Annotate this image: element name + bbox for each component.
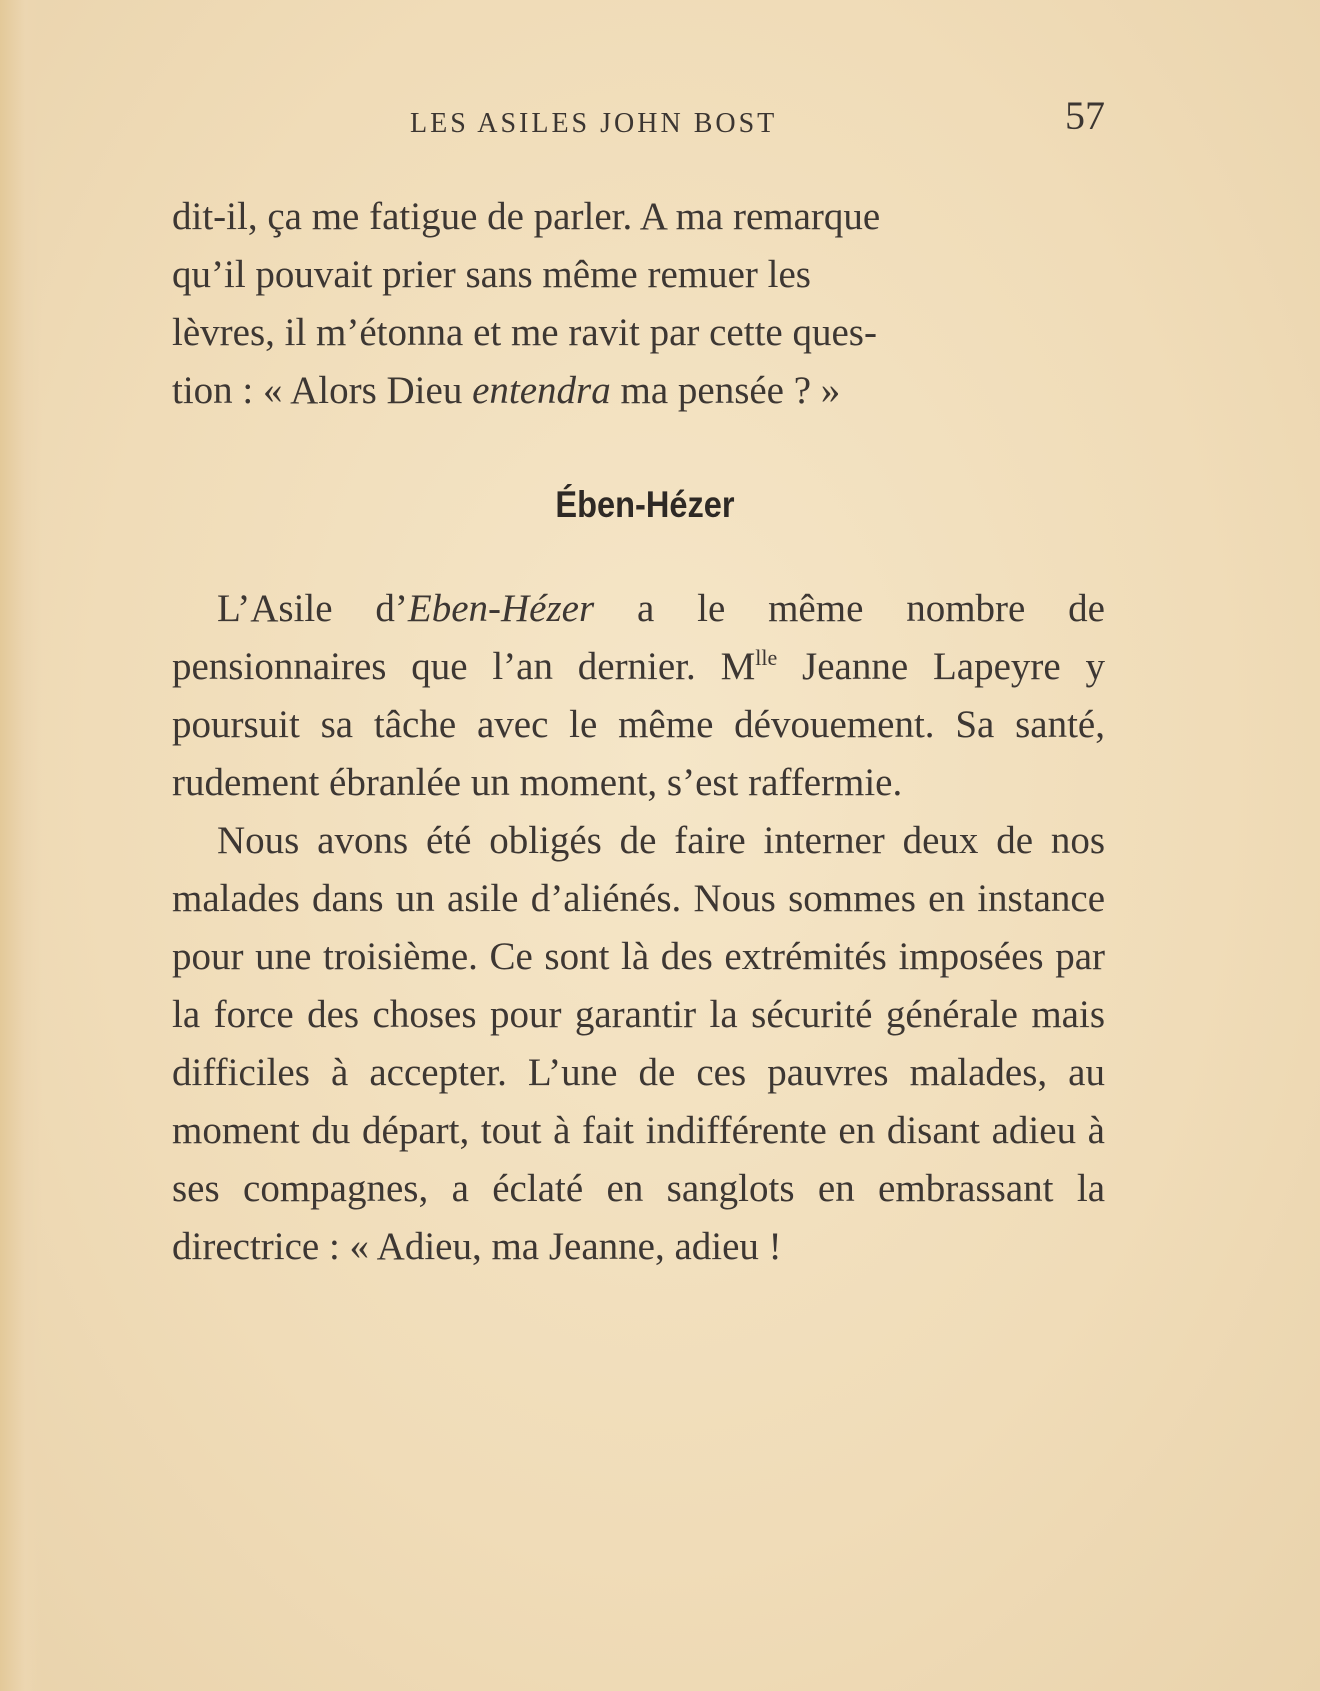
line-text: qu’il pouvait prier sans même remuer les bbox=[172, 253, 811, 296]
section-heading: Ében-Hézer bbox=[555, 484, 735, 525]
body-paragraph bbox=[172, 580, 1105, 812]
paragraph-line bbox=[172, 246, 1105, 304]
running-title: LES ASILES JOHN BOST bbox=[410, 108, 778, 139]
paragraph-text: Nous avons été obligés de faire interner deux de nos malades dans un asile d’aliénés. Nous sommes en instance pour une troisième. Ce sont là des extrémités imposées par la force des choses pour garantir la sécurité générale mais difficiles à accepter. L’une de ces pauvres malades, au moment du départ, tout à fait indifférente en disant adieu à ses compagnes, a éclaté en sanglots en embrassant la directrice : « Adieu, ma Jeanne, adieu ! bbox=[172, 819, 1105, 1268]
paragraph-line bbox=[172, 362, 1105, 420]
section-body bbox=[172, 580, 1105, 1276]
page-number: 57 bbox=[1065, 93, 1105, 138]
italic-word: entendra bbox=[472, 369, 611, 412]
line-text: tion : « Alors Dieu bbox=[172, 369, 473, 412]
paragraph-text: Jeanne Lapeyre y poursuit sa tâche avec le même dévouement. Sa santé, rudement ébranlée un moment, s’est raffermie. bbox=[172, 645, 1105, 804]
paragraph-line bbox=[172, 304, 1105, 362]
paragraph-line bbox=[172, 188, 1105, 246]
line-text: dit-il, ça me fatigue de parler. A ma remarque bbox=[172, 195, 881, 238]
line-text: ma pensée ? » bbox=[610, 369, 841, 412]
paragraph-text: L’Asile d’ bbox=[217, 587, 408, 630]
opening-paragraph bbox=[172, 188, 1105, 420]
page-binding-edge bbox=[0, 0, 42, 1691]
title-superscript: lle bbox=[755, 645, 778, 670]
asylum-name: Eben-Hézer bbox=[407, 587, 595, 630]
paragraph-text: a le même nombre de pensionnaires que l’an dernier. M bbox=[172, 587, 1105, 688]
line-text: lèvres, il m’étonna et me ravit par cette ques- bbox=[172, 311, 877, 354]
page-header bbox=[170, 92, 1105, 152]
body-paragraph bbox=[172, 812, 1105, 1276]
